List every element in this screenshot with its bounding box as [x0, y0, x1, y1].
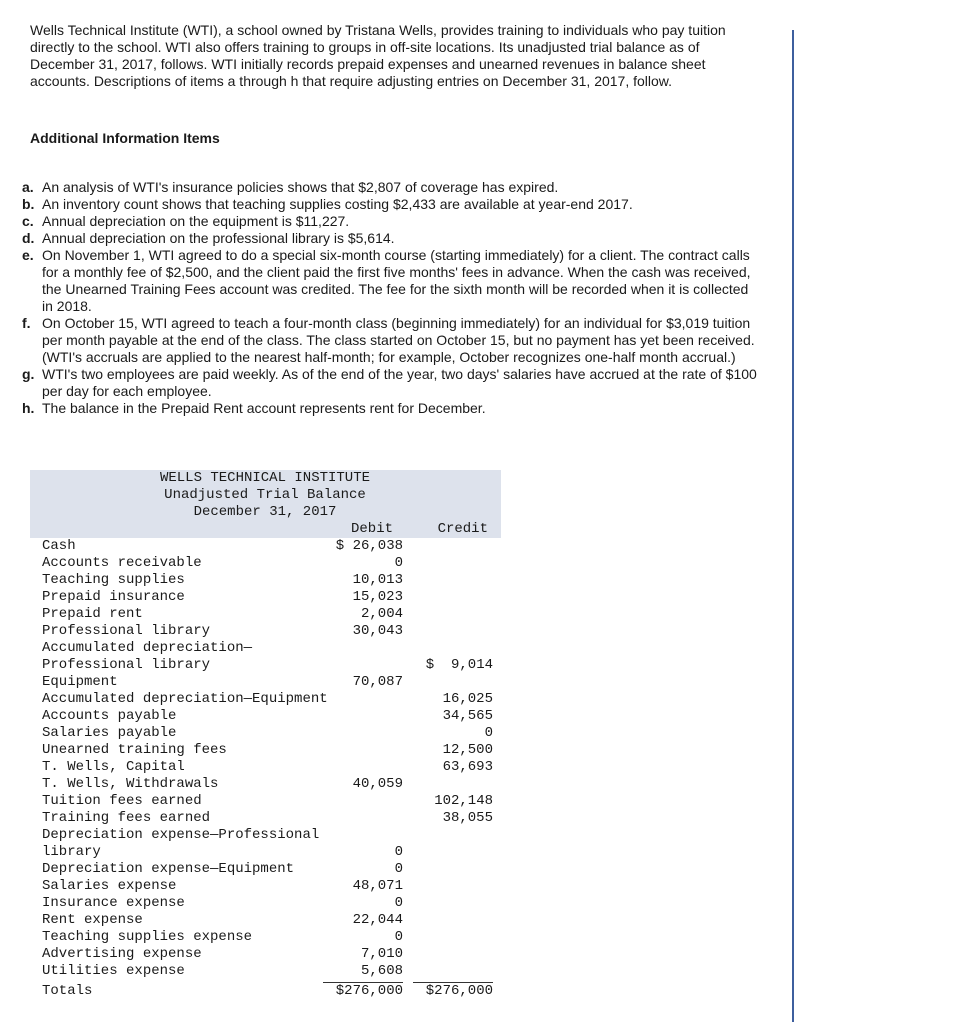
credit-amount: 102,148 — [434, 793, 493, 809]
account-name: Rent expense — [42, 912, 143, 928]
debit-amount: 30,043 — [352, 623, 403, 639]
item-d: d. Annual depreciation on the professional library is $5,614. — [22, 230, 395, 246]
table-row — [30, 572, 501, 589]
debit-amount: 0 — [394, 555, 403, 571]
account-name: Cash — [42, 538, 76, 554]
debit-amount: 10,013 — [352, 572, 403, 588]
table-row — [30, 912, 501, 929]
table-row — [30, 538, 501, 555]
credit-amount: $ 9,014 — [425, 657, 493, 673]
credit-amount: 12,500 — [442, 742, 493, 758]
account-name: Professional library — [42, 623, 211, 639]
table-row — [30, 589, 501, 606]
table-row — [30, 827, 501, 861]
item-a: a. An analysis of WTI's insurance policies shows that $2,807 of coverage has expired. — [22, 179, 559, 195]
debit-amount: 7,010 — [360, 946, 403, 962]
credit-amount: 63,693 — [442, 759, 493, 775]
account-name: Prepaid rent — [42, 606, 143, 622]
account-name: Tuition fees earned — [42, 793, 202, 809]
item-b: b. An inventory count shows that teaching supplies costing $2,433 are available at year-end 2017. — [22, 196, 633, 212]
table-row — [30, 878, 501, 895]
account-name: Unearned training fees — [42, 742, 227, 758]
account-name: Accounts receivable — [42, 555, 202, 571]
debit-header: Debit — [350, 521, 393, 537]
account-name: Teaching supplies — [42, 572, 185, 588]
debit-amount: 22,044 — [352, 912, 403, 928]
account-name: T. Wells, Capital — [42, 759, 185, 775]
table-row — [30, 674, 501, 691]
account-name: Insurance expense — [42, 895, 185, 911]
table-row — [30, 776, 501, 793]
account-name: T. Wells, Withdrawals — [42, 776, 219, 792]
table-row — [30, 691, 501, 708]
statement-date: December 31, 2017 — [193, 504, 337, 520]
account-name: Accumulated depreciation—Professional library — [42, 640, 253, 673]
item-g: g. WTI's two employees are paid weekly. As of the end of the year, two days' salaries have accrued at the rate of $100 per day for each employee. — [22, 366, 757, 399]
debit-amount: 48,071 — [352, 878, 403, 894]
table-row — [30, 555, 501, 572]
account-name: Depreciation expense—Professional library — [42, 827, 320, 860]
credit-amount: 34,565 — [442, 708, 493, 724]
debit-amount: 0 — [394, 861, 403, 877]
company-name: WELLS TECHNICAL INSTITUTE — [159, 470, 371, 486]
item-c: c. Annual depreciation on the equipment is $11,227. — [22, 213, 350, 229]
adjustment-items-list — [22, 179, 757, 417]
table-row — [30, 810, 501, 827]
credit-amount: 38,055 — [442, 810, 493, 826]
table-row — [30, 793, 501, 810]
table-row — [30, 946, 501, 963]
credit-amount: 16,025 — [442, 691, 493, 707]
additional-info-heading: Additional Information Items — [30, 130, 220, 146]
trial-balance-header — [30, 470, 501, 538]
account-name: Training fees earned — [42, 810, 211, 826]
account-name: Advertising expense — [42, 946, 202, 962]
trial-balance-table — [30, 470, 501, 1000]
debit-amount: 15,023 — [352, 589, 403, 605]
debit-amount: 2,004 — [360, 606, 403, 622]
table-row — [30, 895, 501, 912]
debit-amount: 70,087 — [352, 674, 403, 690]
total-debit: $276,000 — [323, 982, 403, 1000]
table-row — [30, 623, 501, 640]
item-f: f. On October 15, WTI agreed to teach a four-month class (beginning immediately) for an individual for $3,019 tuition per month payable at the end of the class. The class started on October 15, but no payment has yet been received. (WTI's accruals are applied to the nearest half-month; for example, October recognizes one-half month accrual.) — [22, 315, 755, 365]
table-row — [30, 759, 501, 776]
debit-amount: 0 — [394, 844, 403, 860]
account-name: Accounts payable — [42, 708, 177, 724]
account-name: Depreciation expense—Equipment — [42, 861, 295, 877]
account-name: Equipment — [42, 674, 118, 690]
table-row — [30, 963, 501, 980]
account-name: Prepaid insurance — [42, 589, 185, 605]
total-credit: $276,000 — [413, 982, 493, 1000]
statement-name: Unadjusted Trial Balance — [164, 487, 366, 503]
table-row — [30, 929, 501, 946]
table-row — [30, 861, 501, 878]
debit-amount: 0 — [394, 929, 403, 945]
debit-amount: $ 26,038 — [335, 538, 403, 554]
debit-amount: 5,608 — [360, 963, 403, 979]
table-row — [30, 606, 501, 623]
account-name: Accumulated depreciation—Equipment — [42, 691, 328, 707]
item-e: e. On November 1, WTI agreed to do a special six-month course (starting immediately) for a client. The contract calls for a monthly fee of $2,500, and the client paid the first five months' fees in advance. When the cash was received, the Unearned Training Fees account was credited. The fee for the sixth month will be recorded when it is collected in 2018. — [22, 247, 751, 314]
account-name: Teaching supplies expense — [42, 929, 253, 945]
table-row — [30, 725, 501, 742]
account-name: Utilities expense — [42, 963, 185, 979]
table-row — [30, 708, 501, 725]
problem-intro: Wells Technical Institute (WTI), a school owned by Tristana Wells, provides training to individuals who pay tuition directly to the school. WTI also offers training to groups in off-site locations. Its unadjusted trial balance as of December 31, 2017, follows. WTI initially records prepaid expenses and unearned revenues in balance sheet accounts. Descriptions of items a through h that require adjusting entries on December 31, 2017, follow. — [30, 22, 726, 89]
account-name: Salaries expense — [42, 878, 177, 894]
credit-header: Credit — [437, 521, 488, 537]
table-row — [30, 640, 501, 674]
debit-amount: 40,059 — [352, 776, 403, 792]
totals-row — [30, 983, 501, 1000]
item-h: h. The balance in the Prepaid Rent account represents rent for December. — [22, 400, 486, 416]
trial-balance-rows — [30, 538, 501, 980]
table-row — [30, 742, 501, 759]
account-name: Salaries payable — [42, 725, 177, 741]
debit-amount: 0 — [394, 895, 403, 911]
totals-label: Totals — [42, 983, 93, 999]
divider-line — [792, 30, 794, 1022]
credit-amount: 0 — [484, 725, 493, 741]
